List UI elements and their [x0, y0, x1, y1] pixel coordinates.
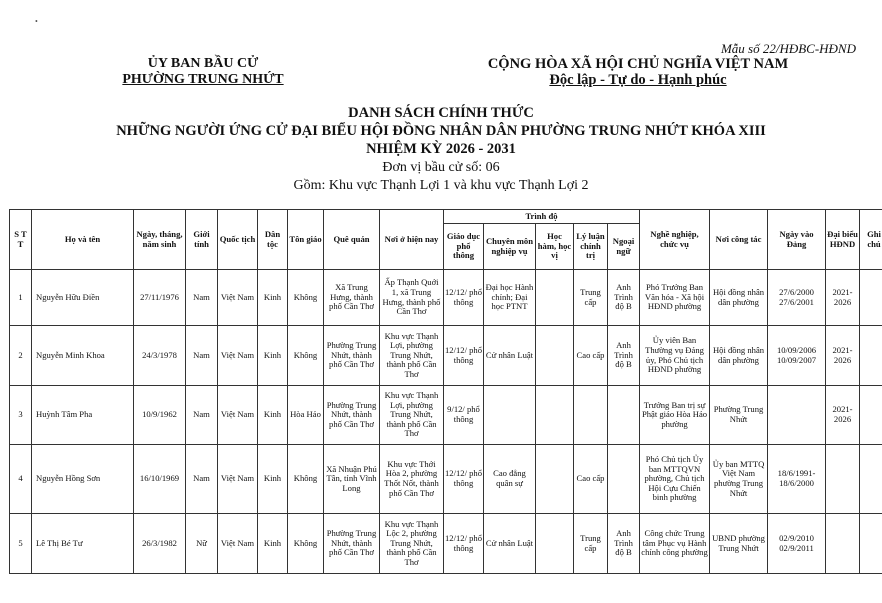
cell-language: Anh Trình độ B [608, 514, 640, 574]
cell-specialty: Đại học Hành chính; Đại học PTNT [484, 270, 536, 326]
title-line-2: NHỮNG NGƯỜI ỨNG CỬ ĐẠI BIỂU HỘI ĐỒNG NHÂN DÂN PHƯỜNG TRUNG NHỨT KHÓA XIII [116, 123, 766, 139]
cell-hdnd: 2021- 2026 [826, 326, 860, 386]
cell-name: Lê Thị Bé Tư [32, 514, 134, 574]
cell-academic [536, 270, 574, 326]
col-religion: Tôn giáo [288, 210, 324, 270]
table-row [10, 386, 882, 445]
col-occupation: Nghề nghiệp, chức vụ [640, 210, 710, 270]
cell-gender: Nữ [186, 514, 218, 574]
cell-nationality: Việt Nam [218, 326, 258, 386]
cell-hdnd: 2021- 2026 [826, 386, 860, 445]
cell-workplace: Phường Trung Nhứt [710, 386, 768, 445]
cell-residence: Khu vực Thạnh Lợi, phường Trung Nhứt, thành phố Cần Thơ [380, 386, 444, 445]
cell-party-date: 10/09/2006 10/09/2007 [768, 326, 826, 386]
cell-general-edu: 12/12/ phổ thông [444, 270, 484, 326]
cell-specialty: Cử nhân Luật [484, 326, 536, 386]
form-number: Mẫu số 22/HĐBC-HĐND [720, 41, 856, 56]
table-row [10, 514, 882, 574]
title-line-1: DANH SÁCH CHÍNH THỨC [348, 105, 534, 121]
cell-general-edu: 12/12/ phổ thông [444, 445, 484, 514]
cell-workplace: Hội đồng nhân dân phường [710, 326, 768, 386]
cell-note [860, 270, 882, 326]
col-hdnd: Đại biểu HĐND [826, 210, 860, 270]
cell-ethnicity: Kinh [258, 514, 288, 574]
cell-occupation: Phó Trưởng Ban Văn hóa - Xã hội HĐND phường [640, 270, 710, 326]
cell-dob: 27/11/1976 [134, 270, 186, 326]
electoral-area: Gồm: Khu vực Thạnh Lợi 1 và khu vực Thạnh Lợi 2 [293, 178, 589, 193]
cell-specialty: Cử nhân Luật [484, 514, 536, 574]
cell-gender: Nam [186, 326, 218, 386]
cell-ethnicity: Kinh [258, 326, 288, 386]
motto: Độc lập - Tự do - Hạnh phúc [549, 72, 727, 88]
cell-gender: Nam [186, 270, 218, 326]
cell-academic [536, 326, 574, 386]
electoral-unit: Đơn vị bầu cử số: 06 [382, 160, 500, 175]
col-residence: Nơi ở hiện nay [380, 210, 444, 270]
col-hometown: Quê quán [324, 210, 380, 270]
cell-name: Huỳnh Tâm Pha [32, 386, 134, 445]
cell-dob: 26/3/1982 [134, 514, 186, 574]
cell-religion: Không [288, 270, 324, 326]
cell-party-date: 27/6/2000 27/6/2001 [768, 270, 826, 326]
cell-general-edu: 12/12/ phổ thông [444, 326, 484, 386]
country-name: CỘNG HÒA XÃ HỘI CHỦ NGHĨA VIỆT NAM [487, 56, 789, 72]
cell-occupation: Công chức Trung tâm Phục vụ Hành chính công phường [640, 514, 710, 574]
cell-party-date [768, 386, 826, 445]
col-specialty: Chuyên môn nghiệp vụ [484, 224, 536, 270]
col-party-date: Ngày vào Đảng [768, 210, 826, 270]
cell-academic [536, 514, 574, 574]
cell-dob: 10/9/1962 [134, 386, 186, 445]
cell-dob: 16/10/1969 [134, 445, 186, 514]
cell-hdnd [826, 445, 860, 514]
cell-residence: Khu vực Thạnh Lộc 2, phường Trung Nhứt, thành phố Cần Thơ [380, 514, 444, 574]
cell-party-date: 18/6/1991- 18/6/2000 [768, 445, 826, 514]
cell-ethnicity: Kinh [258, 270, 288, 326]
cell-hometown: Phường Trung Nhứt, thành phố Cần Thơ [324, 514, 380, 574]
cell-specialty [484, 386, 536, 445]
cell-gender: Nam [186, 445, 218, 514]
cell-workplace: Ủy ban MTTQ Việt Nam phường Trung Nhứt [710, 445, 768, 514]
col-academic: Học hàm, học vị [536, 224, 574, 270]
cell-religion: Không [288, 445, 324, 514]
cell-religion: Không [288, 326, 324, 386]
cell-residence: Khu vực Thới Hòa 2, phường Thốt Nốt, thành phố Cần Thơ [380, 445, 444, 514]
cell-stt: 2 [10, 326, 32, 386]
cell-political: Cao cấp [574, 326, 608, 386]
title-line-3: NHIỆM KỲ 2026 - 2031 [366, 141, 516, 157]
cell-nationality: Việt Nam [218, 270, 258, 326]
cell-party-date: 02/9/2010 02/9/2011 [768, 514, 826, 574]
candidate-table [9, 209, 882, 574]
col-stt: S T T [10, 210, 32, 270]
cell-stt: 4 [10, 445, 32, 514]
cell-ethnicity: Kinh [258, 445, 288, 514]
col-education-group: Trình độ [444, 210, 640, 224]
national-motto [428, 56, 848, 88]
table-row [10, 445, 882, 514]
cell-nationality: Việt Nam [218, 386, 258, 445]
cell-religion: Hòa Hảo [288, 386, 324, 445]
cell-language [608, 445, 640, 514]
cell-workplace: UBND phường Trung Nhứt [710, 514, 768, 574]
col-nationality: Quốc tịch [218, 210, 258, 270]
authority-line-2: PHƯỜNG TRUNG NHỨT [122, 72, 284, 87]
cell-dob: 24/3/1978 [134, 326, 186, 386]
cell-political: Cao cấp [574, 445, 608, 514]
cell-general-edu: 9/12/ phổ thông [444, 386, 484, 445]
cell-occupation: Ủy viên Ban Thường vụ Đảng ủy, Phó Chủ tịch HĐND phường [640, 326, 710, 386]
table-row [10, 326, 882, 386]
cell-workplace: Hội đồng nhân dân phường [710, 270, 768, 326]
issuing-authority [88, 56, 318, 88]
cell-political: Trung cấp [574, 270, 608, 326]
cell-occupation: Phó Chủ tịch Ủy ban MTTQVN phường, Chủ tịch Hội Cựu Chiến binh phường [640, 445, 710, 514]
col-gender: Giới tính [186, 210, 218, 270]
cell-hdnd [826, 514, 860, 574]
col-general-edu: Giáo dục phổ thông [444, 224, 484, 270]
col-workplace: Nơi công tác [710, 210, 768, 270]
col-ethnicity: Dân tộc [258, 210, 288, 270]
cell-note [860, 514, 882, 574]
cell-academic [536, 386, 574, 445]
cell-hometown: Phường Trung Nhứt, thành phố Cần Thơ [324, 326, 380, 386]
cell-hdnd: 2021- 2026 [826, 270, 860, 326]
cell-name: Nguyễn Hồng Sơn [32, 445, 134, 514]
cell-name: Nguyễn Minh Khoa [32, 326, 134, 386]
scan-speck: • [35, 17, 38, 26]
cell-note [860, 386, 882, 445]
col-language: Ngoại ngữ [608, 224, 640, 270]
cell-language [608, 386, 640, 445]
cell-gender: Nam [186, 386, 218, 445]
cell-residence: Ấp Thạnh Quới 1, xã Trung Hưng, thành phố Cần Thơ [380, 270, 444, 326]
cell-note [860, 326, 882, 386]
cell-academic [536, 445, 574, 514]
table-row [10, 270, 882, 326]
col-note: Ghi chú [860, 210, 882, 270]
cell-hometown: Xã Nhuận Phú Tân, tỉnh Vĩnh Long [324, 445, 380, 514]
document-title [0, 105, 882, 157]
cell-occupation: Trưởng Ban trị sự Phật giáo Hòa Hảo phường [640, 386, 710, 445]
col-dob: Ngày, tháng, năm sinh [134, 210, 186, 270]
cell-stt: 5 [10, 514, 32, 574]
cell-general-edu: 12/12/ phổ thông [444, 514, 484, 574]
cell-note [860, 445, 882, 514]
cell-hometown: Xã Trung Hưng, thành phố Cần Thơ [324, 270, 380, 326]
cell-name: Nguyễn Hữu Điền [32, 270, 134, 326]
cell-nationality: Việt Nam [218, 514, 258, 574]
cell-political [574, 386, 608, 445]
cell-political: Trung cấp [574, 514, 608, 574]
cell-religion: Không [288, 514, 324, 574]
authority-line-1: ỦY BAN BẦU CỬ [147, 56, 259, 71]
cell-residence: Khu vực Thạnh Lợi, phường Trung Nhứt, thành phố Cần Thơ [380, 326, 444, 386]
cell-hometown: Phường Trung Nhứt, thành phố Cần Thơ [324, 386, 380, 445]
cell-ethnicity: Kinh [258, 386, 288, 445]
cell-language: Anh Trình độ B [608, 326, 640, 386]
cell-nationality: Việt Nam [218, 445, 258, 514]
col-name: Họ và tên [32, 210, 134, 270]
cell-stt: 1 [10, 270, 32, 326]
cell-specialty: Cao đẳng quân sự [484, 445, 536, 514]
cell-stt: 3 [10, 386, 32, 445]
col-political: Lý luận chính trị [574, 224, 608, 270]
cell-language: Anh Trình độ B [608, 270, 640, 326]
